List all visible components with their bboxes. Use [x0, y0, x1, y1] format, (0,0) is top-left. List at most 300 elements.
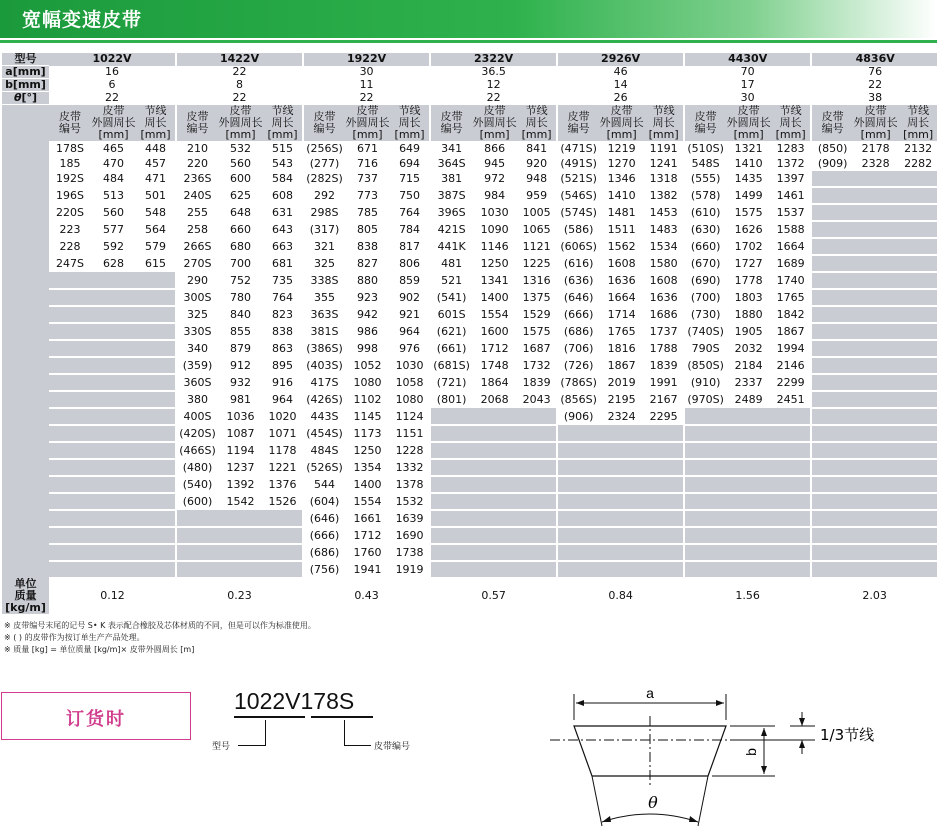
empty-cell	[771, 425, 811, 442]
sub-header-line: 皮带	[737, 104, 760, 117]
sub-header-line: [mm]	[860, 127, 891, 141]
pitch-length-cell: 1332	[390, 459, 430, 476]
belt-no-cell: (726)	[563, 358, 594, 372]
outer-length-cell: 1712	[480, 341, 509, 355]
empty-cell	[853, 408, 898, 425]
empty-cell	[811, 306, 853, 323]
empty-cell	[136, 442, 176, 459]
belt-no-cell: (359)	[182, 358, 213, 372]
belt-no-cell: (681S)	[433, 358, 470, 372]
sub-header-pitch	[771, 105, 811, 141]
belt-no-cell: (256S)	[306, 141, 343, 155]
empty-cell	[599, 493, 644, 510]
pitch-length-cell: 457	[136, 156, 176, 171]
outer-length-cell: 942	[357, 307, 379, 321]
spec-b-4430V: 17	[684, 79, 811, 92]
outer-length-cell: 1554	[353, 494, 382, 508]
footnotes	[4, 620, 316, 656]
empty-cell	[557, 425, 599, 442]
leader-line	[265, 720, 266, 745]
pitch-length-cell: 1534	[644, 238, 684, 255]
outer-length-cell: 1562	[607, 239, 636, 253]
empty-cell	[136, 544, 176, 561]
spec-a-4836V: 76	[868, 65, 883, 78]
pitch-length-cell: 1376	[263, 476, 303, 493]
empty-cell	[898, 374, 937, 391]
belt-no-cell: 325	[187, 307, 209, 321]
pitch-length-cell: 2451	[771, 391, 811, 408]
empty-cell	[853, 425, 898, 442]
empty-cell	[898, 323, 937, 340]
pitch-length-cell: 1636	[644, 289, 684, 306]
belt-no-cell: 790S	[691, 341, 720, 355]
empty-cell	[517, 408, 557, 425]
outer-length-cell: 780	[230, 290, 252, 304]
pitch-length-cell: 1532	[390, 493, 430, 510]
outer-length-cell: 1608	[607, 256, 636, 270]
empty-cell	[811, 272, 853, 289]
row-label-b: b[mm]	[2, 79, 49, 92]
empty-cell	[557, 442, 599, 459]
table-row	[2, 255, 937, 272]
mass-value-4430V: 1.56	[735, 589, 760, 602]
outer-length-cell: 1727	[734, 256, 763, 270]
empty-cell	[811, 374, 853, 391]
pitch-length-cell: 1225	[517, 255, 557, 272]
outer-length-cell: 1816	[607, 341, 636, 355]
sub-header-line: [mm]	[733, 127, 764, 141]
empty-cell	[684, 442, 726, 459]
empty-cell	[49, 408, 91, 425]
spec-b-1422V: 8	[176, 79, 303, 92]
empty-cell	[430, 510, 472, 527]
sub-header-outer	[218, 105, 263, 141]
empty-cell	[136, 561, 176, 578]
sub-header-line: 皮带	[440, 109, 463, 123]
belt-no-cell: (480)	[182, 460, 213, 474]
empty-cell	[517, 442, 557, 459]
theta-unit: [°]	[21, 91, 38, 104]
sub-header-belt_no	[49, 105, 91, 141]
empty-cell	[684, 510, 726, 527]
pitch-length-cell: 663	[263, 238, 303, 255]
pitch-length-cell: 764	[390, 204, 430, 221]
pitch-length-cell: 1919	[390, 561, 430, 578]
belt-no-cell: (466S)	[179, 443, 216, 457]
belt-no-cell: 270S	[183, 256, 212, 270]
sub-header-line: 编号	[313, 121, 336, 135]
pitch-length-cell: 1124	[390, 408, 430, 425]
sub-header-line: 节线	[144, 104, 167, 117]
outer-length-cell: 1554	[480, 307, 509, 321]
empty-cell	[472, 442, 517, 459]
empty-cell	[136, 289, 176, 306]
empty-cell	[898, 255, 937, 272]
belt-no-cell: (541)	[436, 290, 467, 304]
pitch-length-cell: 2282	[904, 156, 933, 170]
sub-header-outer	[472, 105, 517, 141]
table-row	[2, 493, 937, 510]
table-row	[2, 391, 937, 408]
sub-header-line: [mm]	[267, 127, 298, 141]
spec-a-1922V: 30	[303, 66, 430, 79]
pitch-length-cell: 1575	[517, 323, 557, 340]
outer-length-cell: 1867	[607, 358, 636, 372]
table-row	[2, 340, 937, 357]
spec-b-2926V: 14	[557, 79, 684, 92]
empty-cell	[684, 561, 726, 578]
sub-header-line: 皮带	[59, 109, 81, 123]
pitch-length-cell: 1005	[517, 204, 557, 221]
pitch-length-cell: 681	[263, 255, 303, 272]
belt-no-cell: (686)	[309, 545, 340, 559]
empty-cell	[898, 527, 937, 544]
outer-length-cell: 1052	[353, 358, 382, 372]
sub-header-line: 皮带	[102, 104, 125, 117]
pitch-length-cell: 2299	[771, 374, 811, 391]
mass-value-1422V: 0.23	[227, 589, 252, 602]
belt-no-cell: (540)	[182, 477, 213, 491]
pitch-length-cell: 1867	[771, 323, 811, 340]
sub-header-line: 外圆周长	[218, 115, 263, 129]
empty-cell	[726, 527, 771, 544]
outer-length-cell: 600	[230, 172, 252, 185]
belt-no-cell: 321	[314, 239, 336, 253]
pitch-length-cell: 2146	[771, 357, 811, 374]
outer-length-cell: 660	[230, 222, 252, 236]
belt-no-cell: 330S	[183, 324, 212, 338]
empty-cell	[136, 476, 176, 493]
spec-theta-1422V: 22	[176, 92, 303, 105]
outer-length-cell: 2195	[607, 392, 636, 406]
pitch-length-cell: 543	[263, 156, 303, 171]
belt-no-cell: (706)	[563, 341, 594, 355]
sub-header-line: 周长	[144, 115, 167, 129]
empty-cell	[472, 510, 517, 527]
belt-no-cell: 544	[314, 477, 336, 491]
pitch-length-cell: 948	[517, 171, 557, 187]
empty-cell	[898, 289, 937, 306]
pitch-length-cell: 823	[263, 306, 303, 323]
empty-cell	[91, 391, 136, 408]
empty-cell	[853, 289, 898, 306]
empty-cell	[644, 561, 684, 578]
belt-no-cell: 340	[187, 341, 209, 355]
empty-cell	[91, 323, 136, 340]
empty-cell	[853, 171, 898, 187]
belt-no-cell: (621)	[436, 324, 467, 338]
empty-cell	[898, 238, 937, 255]
pitch-length-cell: 841	[517, 141, 557, 156]
outer-length-cell: 577	[103, 222, 124, 236]
order-box	[1, 692, 191, 740]
pitch-length-cell: 1588	[771, 221, 811, 238]
belt-no-cell: 223	[59, 222, 81, 236]
sub-header-line: [mm]	[479, 127, 510, 141]
empty-cell	[726, 510, 771, 527]
belt-no-cell: 481	[441, 256, 463, 270]
empty-cell	[599, 459, 644, 476]
spec-b-4836V: 22	[868, 78, 883, 91]
pitch-length-cell: 515	[263, 141, 303, 156]
empty-cell	[136, 510, 176, 527]
pitch-length-cell: 1639	[390, 510, 430, 527]
footnote: ※ ( ) 的皮带作为按订单生产产品处理。	[4, 633, 145, 642]
spec-model-1922V: 1922V	[303, 53, 430, 66]
belt-no-cell: 210	[187, 141, 209, 155]
sub-header-line: [mm]	[903, 127, 934, 141]
pitch-length-cell: 895	[263, 357, 303, 374]
empty-cell	[853, 357, 898, 374]
sub-header-outer	[853, 105, 898, 141]
outer-length-cell: 1080	[353, 375, 382, 389]
sub-header-line: 皮带	[313, 109, 336, 123]
spec-model-4430V: 4430V	[684, 53, 811, 66]
empty-cell	[898, 204, 937, 221]
empty-cell	[49, 442, 91, 459]
label-b: b	[743, 748, 759, 756]
belt-no-cell: (730)	[690, 307, 721, 321]
table-row	[2, 408, 937, 425]
sub-header-belt_no	[430, 105, 472, 141]
belt-no-cell: 192S	[56, 172, 84, 185]
table-row	[2, 141, 937, 156]
pitch-length-cell: 784	[390, 221, 430, 238]
empty-cell	[811, 476, 853, 493]
spec-a-2322V: 36.5	[430, 66, 557, 79]
sub-header-line: 周长	[652, 115, 675, 129]
pitch-length-cell: 1397	[771, 171, 811, 187]
empty-cell	[49, 306, 91, 323]
sub-header-outer	[726, 105, 771, 141]
empty-cell	[218, 544, 263, 561]
empty-cell	[557, 493, 599, 510]
outer-length-cell: 1661	[353, 511, 382, 525]
mass-label-line: 单位	[14, 577, 37, 590]
outer-length-cell: 1712	[353, 528, 382, 542]
outer-length-cell: 785	[357, 205, 379, 219]
spec-model-1022V: 1022V	[49, 53, 176, 66]
pitch-length-cell: 1664	[771, 238, 811, 255]
spec-theta-4836V: 38	[868, 91, 883, 104]
pitch-length-cell: 1765	[771, 289, 811, 306]
pitch-length-cell: 1318	[644, 171, 684, 187]
empty-cell	[136, 391, 176, 408]
code-model-underline	[234, 716, 305, 718]
pitch-length-cell: 584	[263, 171, 303, 187]
belt-no-cell: 396S	[437, 205, 466, 219]
pitch-length-cell: 694	[390, 156, 430, 171]
empty-cell	[430, 408, 472, 425]
empty-cell	[811, 255, 853, 272]
belt-no-cell: (801)	[436, 392, 467, 406]
sub-header-line: 节线	[779, 104, 802, 117]
outer-length-cell: 484	[103, 172, 124, 185]
belt-no-cell: 240S	[183, 188, 212, 202]
pitch-length-cell: 1178	[263, 442, 303, 459]
belt-no-cell: (660)	[690, 239, 721, 253]
empty-cell	[771, 442, 811, 459]
leader-line	[344, 720, 345, 745]
spec-model-4836V: 4836V	[811, 53, 937, 66]
outer-length-cell: 1346	[607, 172, 636, 185]
sub-header-belt_no	[557, 105, 599, 141]
theta-symbol: θ	[13, 91, 22, 104]
outer-length-cell: 1030	[480, 205, 509, 219]
empty-cell	[49, 289, 91, 306]
sub-header-line: 皮带	[610, 104, 633, 117]
empty-cell	[91, 544, 136, 561]
belt-no-cell: (700)	[690, 290, 721, 304]
empty-cell	[49, 357, 91, 374]
pitch-length-cell: 1378	[390, 476, 430, 493]
spec-theta-1022V: 22	[49, 92, 176, 105]
empty-cell	[811, 323, 853, 340]
empty-cell	[726, 561, 771, 578]
belt-no-cell: (850)	[817, 141, 848, 155]
table-row	[2, 323, 937, 340]
empty-cell	[684, 476, 726, 493]
pitch-length-cell: 1689	[771, 255, 811, 272]
table-row	[2, 272, 937, 289]
outer-length-cell: 1542	[226, 494, 255, 508]
empty-cell	[472, 459, 517, 476]
empty-cell	[472, 544, 517, 561]
mass-value-1022V: 0.12	[100, 589, 125, 602]
pitch-length-cell: 1151	[390, 425, 430, 442]
outer-length-cell: 805	[357, 222, 379, 236]
belt-no-cell: 417S	[310, 375, 339, 389]
belt-no-cell: (756)	[309, 562, 340, 576]
header-divider	[0, 40, 937, 43]
table-row	[2, 544, 937, 561]
outer-length-cell: 773	[357, 188, 379, 202]
sub-header-line: 外圆周长	[345, 115, 390, 129]
sub-header-line: [mm]	[140, 127, 171, 141]
empty-cell	[853, 561, 898, 578]
empty-cell	[811, 527, 853, 544]
belt-no-cell: 443S	[310, 409, 339, 423]
belt-no-cell: (970S)	[687, 392, 724, 406]
pitch-length-cell: 2043	[517, 391, 557, 408]
empty-cell	[136, 357, 176, 374]
sub-header-belt_no	[303, 105, 345, 141]
sub-header-line: 外圆周长	[599, 115, 644, 129]
outer-length-cell: 737	[357, 172, 379, 185]
pitch-length-cell: 1058	[390, 374, 430, 391]
outer-length-cell: 2489	[734, 392, 763, 406]
empty-cell	[263, 561, 303, 578]
outer-length-cell: 1237	[226, 460, 255, 474]
spec-a-1422V: 22	[176, 66, 303, 79]
empty-cell	[49, 561, 91, 578]
belt-no-cell: 360S	[183, 375, 212, 389]
belt-no-cell: 355	[314, 290, 336, 304]
empty-cell	[898, 272, 937, 289]
outer-length-cell: 2032	[734, 341, 763, 355]
outer-length-cell: 1481	[607, 205, 636, 219]
pitch-length-cell: 1737	[644, 323, 684, 340]
pitch-length-cell: 1483	[644, 221, 684, 238]
empty-cell	[263, 527, 303, 544]
belt-no-cell: (906)	[563, 409, 594, 423]
empty-cell	[49, 340, 91, 357]
sub-header-pitch	[898, 105, 937, 141]
table-row	[2, 289, 937, 306]
belt-no-cell: (666)	[309, 528, 340, 542]
sub-header-line: 编号	[59, 121, 81, 135]
empty-cell	[684, 408, 726, 425]
spec-b-2322V: 12	[430, 79, 557, 92]
page-title: 宽幅变速皮带	[22, 9, 143, 31]
empty-cell	[49, 272, 91, 289]
belt-no-cell: (600)	[182, 494, 213, 508]
outer-length-cell: 1714	[607, 307, 636, 321]
pitch-length-cell: 631	[263, 204, 303, 221]
spec-theta-1922V: 22	[303, 92, 430, 105]
table-row	[2, 459, 937, 476]
table-row	[2, 476, 937, 493]
pitch-length-cell: 1191	[644, 141, 684, 156]
belt-no-cell: 185	[59, 156, 81, 170]
sub-header-line: 外圆周长	[853, 115, 898, 129]
belt-no-cell: 300S	[183, 290, 212, 304]
empty-cell	[898, 340, 937, 357]
empty-cell	[91, 493, 136, 510]
belt-no-cell: (454S)	[306, 426, 343, 440]
empty-cell	[91, 340, 136, 357]
empty-cell	[898, 357, 937, 374]
pitch-length-cell: 1991	[644, 374, 684, 391]
outer-length-cell: 1778	[734, 273, 763, 287]
pitch-length-cell: 1221	[263, 459, 303, 476]
empty-cell	[644, 459, 684, 476]
footnote: ※ 皮带编号末尾的记号 S• K 表示配合橡胶及芯体材质的不同，但是可以作为标准使用。	[4, 621, 316, 630]
belt-no-cell: 298S	[310, 205, 339, 219]
empty-cell	[599, 442, 644, 459]
empty-cell	[726, 408, 771, 425]
belt-no-cell: 228	[59, 239, 81, 253]
empty-cell	[684, 527, 726, 544]
empty-cell	[599, 527, 644, 544]
sub-header-belt_no	[176, 105, 218, 141]
empty-cell	[91, 408, 136, 425]
empty-cell	[517, 459, 557, 476]
belt-no-cell: 363S	[310, 307, 339, 321]
empty-cell	[517, 527, 557, 544]
outer-length-cell: 513	[103, 188, 124, 202]
belt-no-cell: 421S	[437, 222, 466, 236]
outer-length-cell: 1400	[353, 477, 382, 491]
pitch-length-cell: 608	[263, 187, 303, 204]
empty-cell	[811, 171, 853, 187]
sub-header-line: 皮带	[567, 109, 590, 123]
header-banner	[0, 0, 937, 38]
pitch-length-cell: 1316	[517, 272, 557, 289]
pitch-length-cell: 902	[390, 289, 430, 306]
empty-cell	[644, 476, 684, 493]
pitch-length-cell: 649	[390, 141, 430, 156]
empty-cell	[263, 544, 303, 561]
empty-cell	[430, 561, 472, 578]
empty-cell	[853, 221, 898, 238]
outer-length-cell: 1341	[480, 273, 509, 287]
spec-model-2926V: 2926V	[557, 53, 684, 66]
empty-cell	[771, 561, 811, 578]
sub-header-line: [mm]	[225, 127, 256, 141]
belt-no-cell: 196S	[56, 188, 84, 202]
empty-cell	[811, 357, 853, 374]
